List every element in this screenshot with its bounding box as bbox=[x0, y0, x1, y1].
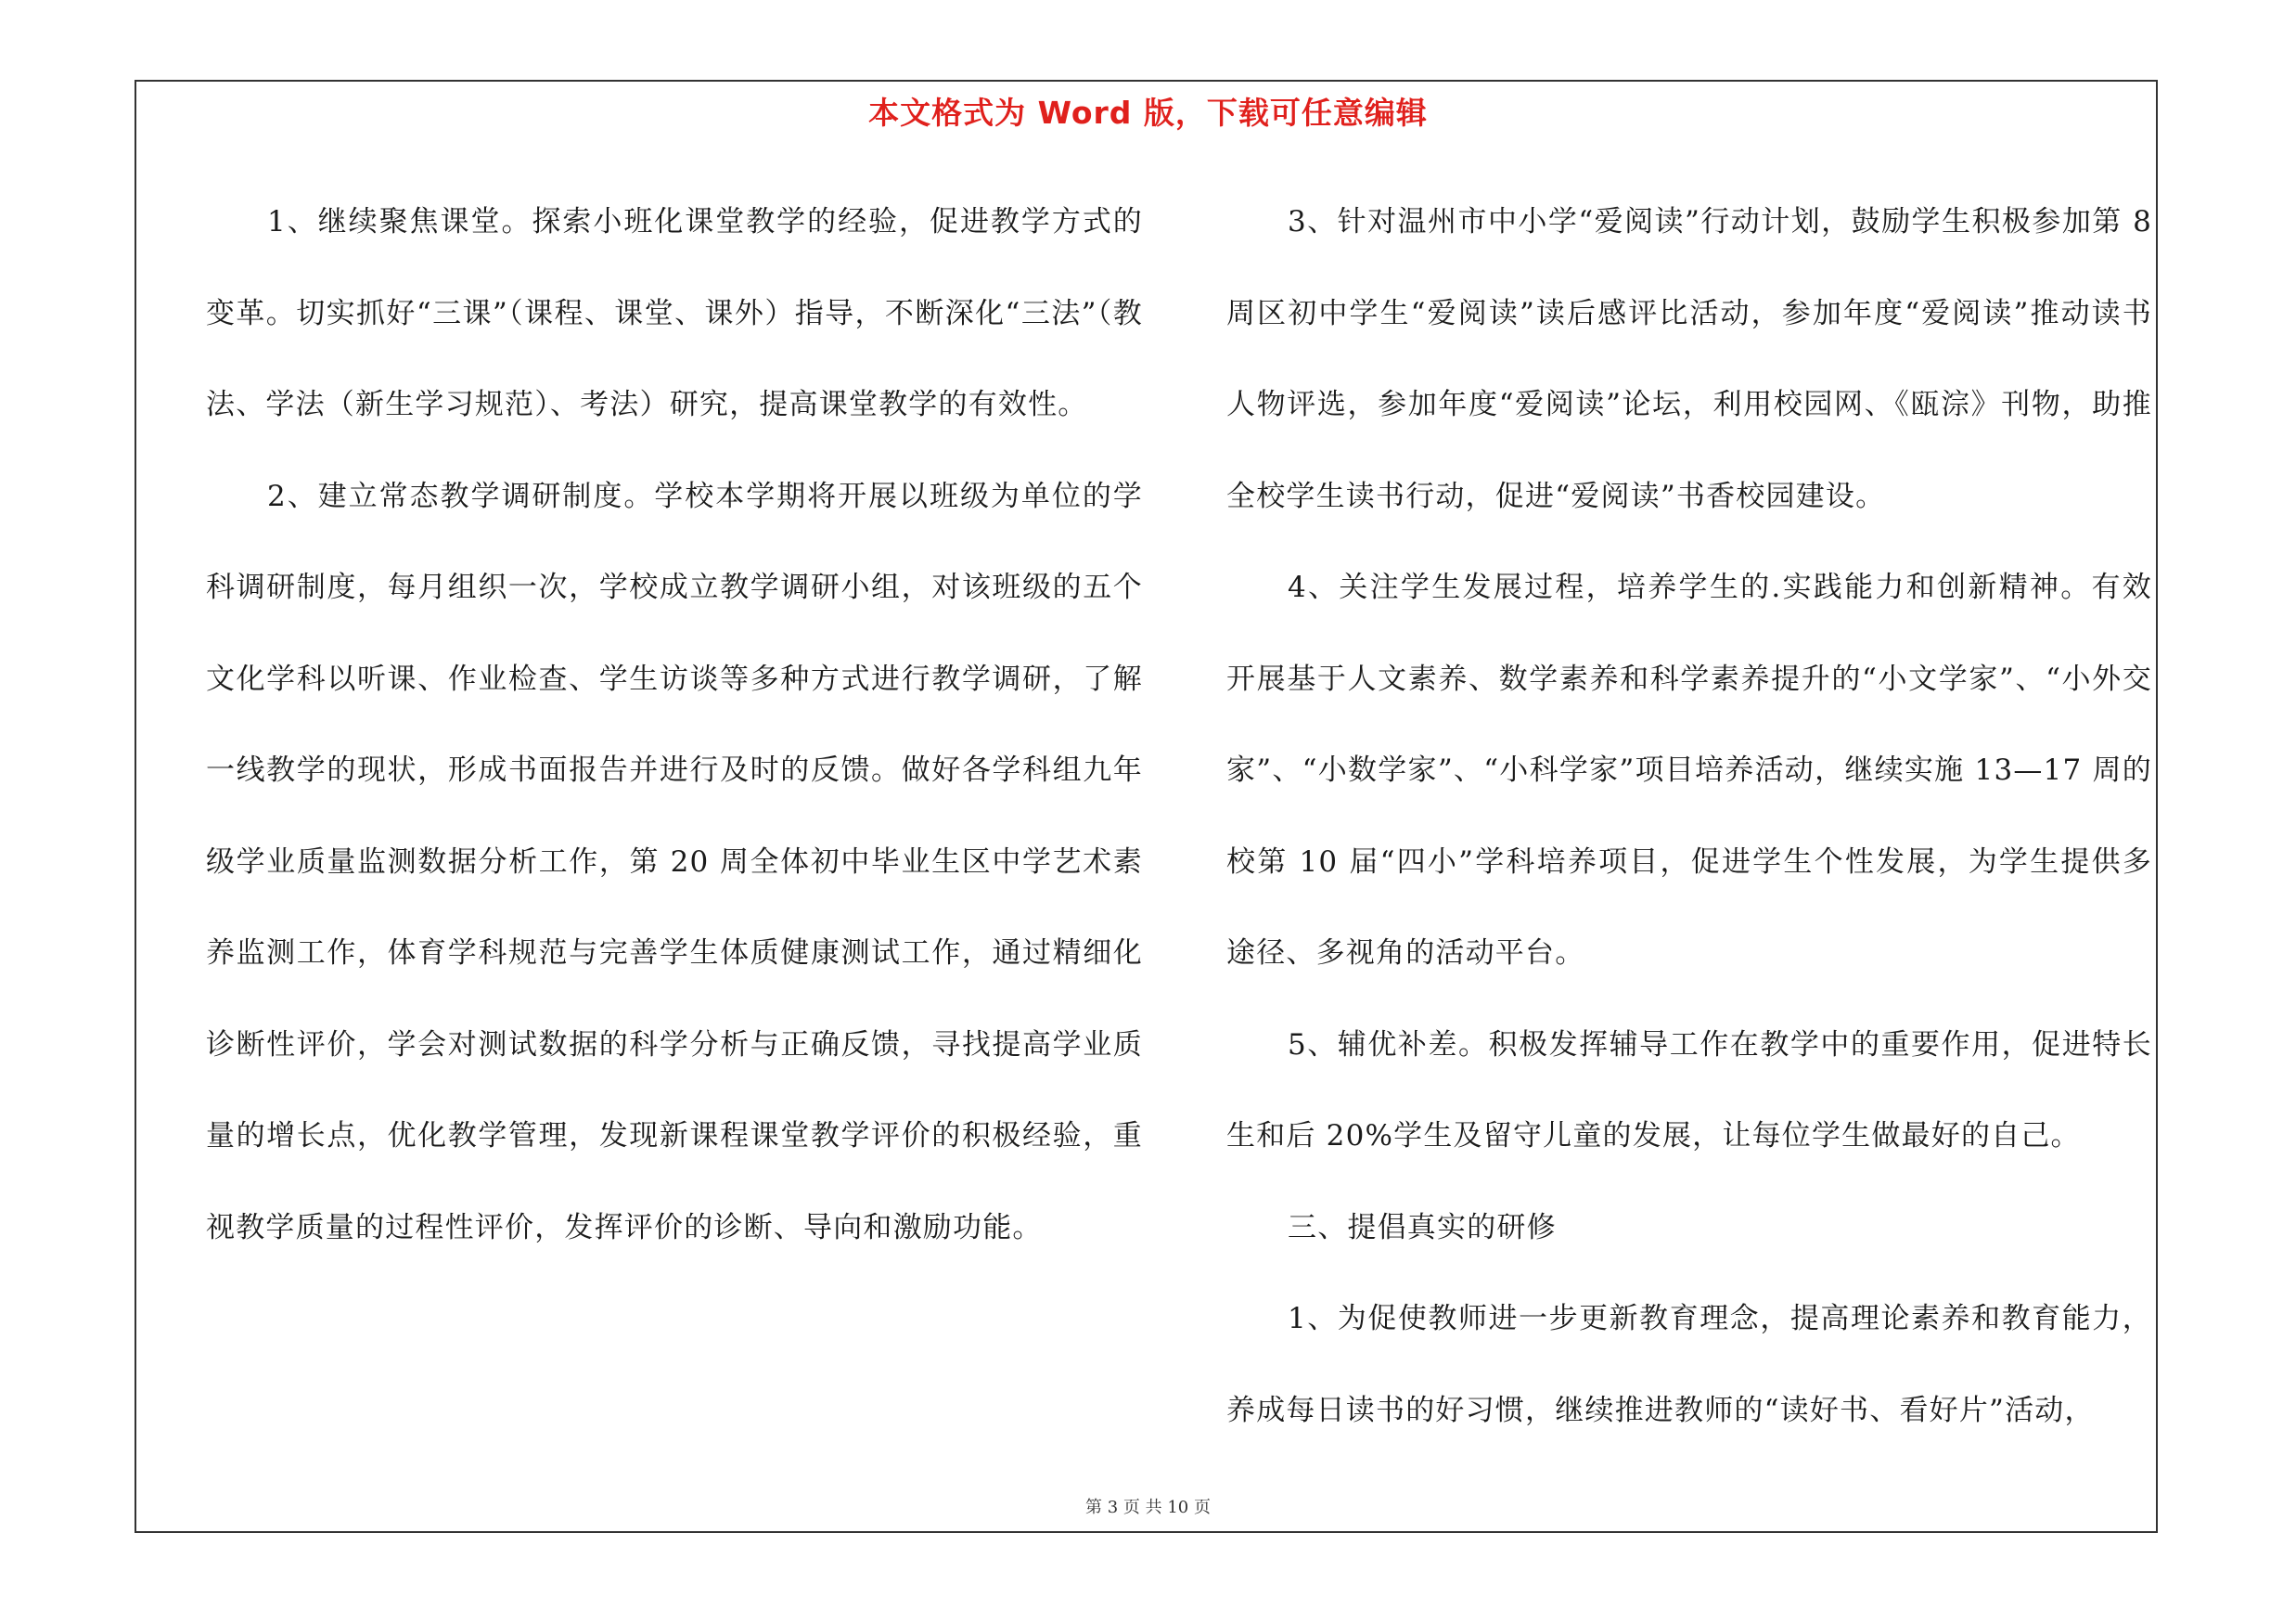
paragraph-teaching-research: 2、建立常态教学调研制度。学校本学期将开展以班级为单位的学科调研制度，每月组织一次，学校成立教学调研小组，对该班级的五个文化学科以听课、作业检查、学生访谈等多种方式进行教学调研，了解一线教学的现状，形成书面报告并进行及时的反馈。做好各学科组九年级学业质量监测数据分析工作，第 20 周全体初中毕业生区中学艺术素养监测工作，体育学科规范与完善学生体质健康测试工作，通过精细化诊断性评价，学会对测试数据的科学分析与正确反馈，寻找提高学业质量的增长点，优化教学管理，发现新课程课堂教学评价的积极经验，重视教学质量的过程性评价，发挥评价的诊断、导向和激励功能。 bbox=[206, 479, 1143, 1244]
paragraph-love-reading: 3、针对温州市中小学“爱阅读”行动计划，鼓励学生积极参加第 8 周区初中学生“爱阅读”读后感评比活动，参加年度“爱阅读”推动读书人物评选，参加年度“爱阅读”论坛，利用校园网、《瓯淙》刊物，助推全校学生读书行动，促进“爱阅读”书香校园建设。 bbox=[1226, 205, 2152, 513]
section-heading: 三、提倡真实的研修 bbox=[1288, 1210, 1557, 1244]
paragraph-tutoring: 5、辅优补差。积极发挥辅导工作在教学中的重要作用，促进特长生和后 20%学生及留守儿童的发展，让每位学生做最好的自己。 bbox=[1226, 1027, 2152, 1153]
paragraph-focus-classroom: 1、继续聚焦课堂。探索小班化课堂教学的经验，促进教学方式的变革。切实抓好“三课”（课程、课堂、课外）指导，不断深化“三法”（教法、学法（新生学习规范）、考法）研究，提高课堂教学的有效性。 bbox=[206, 205, 1143, 421]
page-number: 第 3 页 共 10 页 bbox=[1085, 1498, 1211, 1517]
paragraph-student-development: 4、关注学生发展过程，培养学生的.实践能力和创新精神。有效开展基于人文素养、数学素养和科学素养提升的“小文学家”、“小外交家”、“小数学家”、“小科学家”项目培养活动，继续实施 13—17 周的校第 10 届“四小”学科培养项目，促进学生个性发展，为学生提供多途径、多视角的活动平台。 bbox=[1226, 571, 2152, 970]
left-column bbox=[206, 176, 1143, 1273]
right-column bbox=[1226, 176, 2152, 1456]
paragraph-teacher-reading: 1、为促使教师进一步更新教育理念，提高理论素养和教育能力，养成每日读书的好习惯，继续推进教师的“读好书、看好片”活动， bbox=[1226, 1302, 2152, 1427]
format-banner: 本文格式为 Word 版，下载可任意编辑 bbox=[868, 95, 1428, 131]
